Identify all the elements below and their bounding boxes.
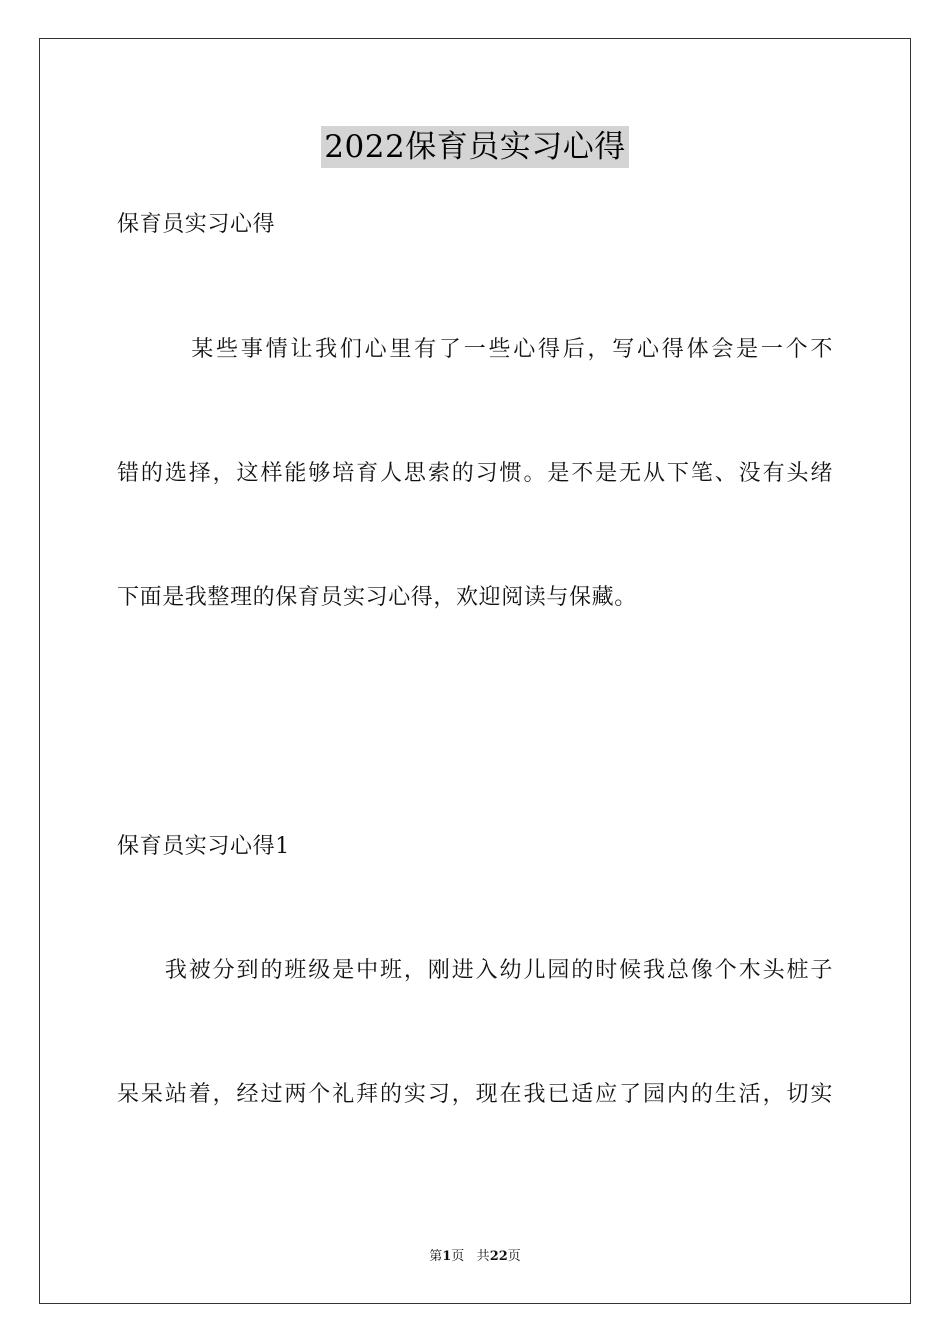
page-footer bbox=[0, 1248, 950, 1266]
current-page-number: 1 bbox=[442, 1249, 452, 1264]
footer-total-suffix: 页 bbox=[507, 1249, 521, 1264]
section-heading: 保育员实习心得1 bbox=[117, 834, 290, 859]
section-line-1: 我被分到的班级是中班，刚进入幼儿园的时候我总像个木头桩子 bbox=[117, 958, 833, 983]
section-line-2: 呆呆站着，经过两个礼拜的实习，现在我已适应了园内的生活，切实 bbox=[117, 1082, 833, 1107]
total-pages-number: 22 bbox=[489, 1249, 508, 1264]
footer-total-prefix: 共 bbox=[476, 1249, 490, 1264]
intro-line-3: 下面是我整理的保育员实习心得，欢迎阅读与保藏。 bbox=[117, 585, 637, 610]
subheading: 保育员实习心得 bbox=[117, 212, 276, 237]
document-title: 2022保育员实习心得 bbox=[321, 126, 628, 168]
footer-page-suffix: 页 bbox=[451, 1249, 465, 1264]
footer-prefix: 第 bbox=[429, 1249, 443, 1264]
intro-line-1: 某些事情让我们心里有了一些心得后，写心得体会是一个不 bbox=[117, 337, 833, 362]
title-container bbox=[0, 126, 950, 168]
intro-line-2: 错的选择，这样能够培育人思索的习惯。是不是无从下笔、没有头绪 bbox=[117, 461, 833, 486]
